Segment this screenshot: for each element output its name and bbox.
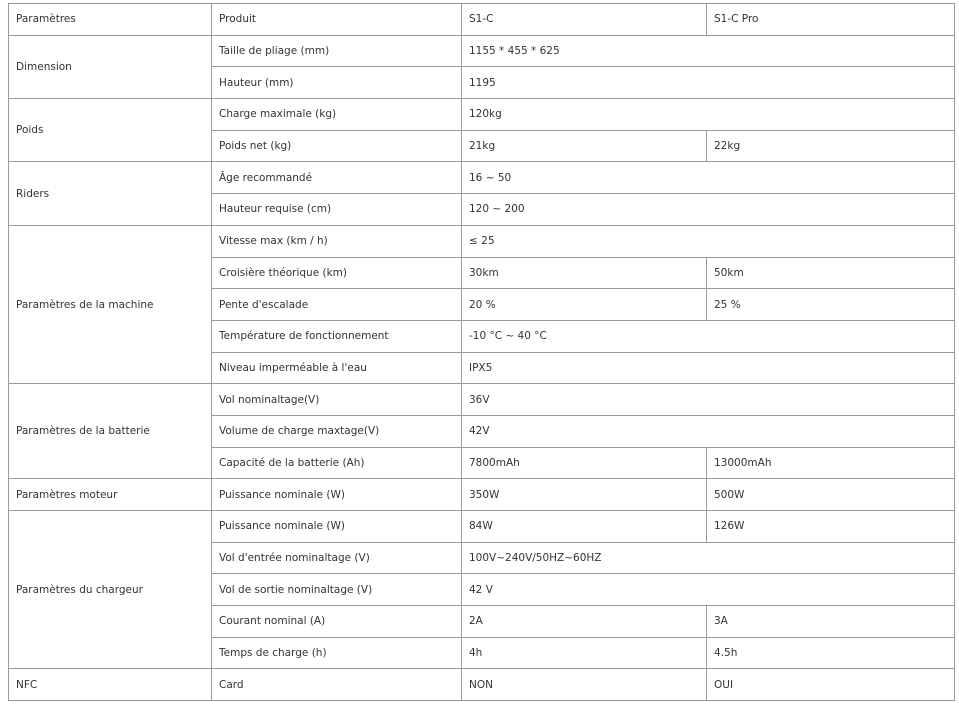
spec-label: Âge recommandé	[212, 162, 462, 194]
spec-label: Vitesse max (km / h)	[212, 225, 462, 257]
spec-value: 84W	[462, 511, 707, 543]
spec-label: Croisière théorique (km)	[212, 257, 462, 289]
spec-value: 2A	[462, 606, 707, 638]
spec-label: Taille de pliage (mm)	[212, 35, 462, 67]
spec-value-pro: 4.5h	[707, 637, 955, 669]
spec-value: 350W	[462, 479, 707, 511]
spec-label: Hauteur (mm)	[212, 67, 462, 99]
spec-value: 7800mAh	[462, 447, 707, 479]
spec-label: Charge maximale (kg)	[212, 99, 462, 131]
table-row	[9, 384, 955, 416]
spec-value-pro: 50km	[707, 257, 955, 289]
spec-label: Température de fonctionnement	[212, 320, 462, 352]
header-row	[9, 4, 955, 36]
spec-label: Vol de sortie nominaltage (V)	[212, 574, 462, 606]
spec-label: Niveau imperméable à l'eau	[212, 352, 462, 384]
spec-label: Vol d'entrée nominaltage (V)	[212, 542, 462, 574]
spec-value: NON	[462, 669, 707, 701]
spec-value: 1195	[462, 67, 955, 99]
spec-label: Vol nominaltage(V)	[212, 384, 462, 416]
spec-label: Pente d'escalade	[212, 289, 462, 321]
header-model-a: S1-C	[462, 4, 707, 36]
group-name: Paramètres moteur	[9, 479, 212, 511]
spec-value: 120 ~ 200	[462, 194, 955, 226]
header-model-b: S1-C Pro	[707, 4, 955, 36]
spec-value-pro: 3A	[707, 606, 955, 638]
spec-value: 1155 * 455 * 625	[462, 35, 955, 67]
group-name: Paramètres de la machine	[9, 225, 212, 383]
group-name: Dimension	[9, 35, 212, 98]
table-row	[9, 511, 955, 543]
spec-value-pro: 126W	[707, 511, 955, 543]
spec-value: -10 °C ~ 40 °C	[462, 320, 955, 352]
table-row	[9, 669, 955, 701]
table-row	[9, 99, 955, 131]
spec-label: Puissance nominale (W)	[212, 479, 462, 511]
spec-value-pro: 13000mAh	[707, 447, 955, 479]
table-row	[9, 479, 955, 511]
group-name: Paramètres du chargeur	[9, 511, 212, 669]
spec-value: ≤ 25	[462, 225, 955, 257]
header-product: Produit	[212, 4, 462, 36]
spec-label: Hauteur requise (cm)	[212, 194, 462, 226]
spec-label: Puissance nominale (W)	[212, 511, 462, 543]
spec-value-pro: 22kg	[707, 130, 955, 162]
group-name: NFC	[9, 669, 212, 701]
spec-value: 21kg	[462, 130, 707, 162]
spec-value: 16 ~ 50	[462, 162, 955, 194]
group-name: Riders	[9, 162, 212, 225]
spec-value: 30km	[462, 257, 707, 289]
spec-value: 120kg	[462, 99, 955, 131]
table-row	[9, 225, 955, 257]
spec-table	[8, 3, 955, 701]
table-row	[9, 162, 955, 194]
spec-label: Courant nominal (A)	[212, 606, 462, 638]
spec-label: Card	[212, 669, 462, 701]
spec-label: Volume de charge maxtage(V)	[212, 415, 462, 447]
spec-value: 4h	[462, 637, 707, 669]
spec-value: 100V~240V/50HZ~60HZ	[462, 542, 955, 574]
table-row	[9, 35, 955, 67]
spec-label: Capacité de la batterie (Ah)	[212, 447, 462, 479]
spec-value: 42 V	[462, 574, 955, 606]
group-name: Poids	[9, 99, 212, 162]
spec-label: Poids net (kg)	[212, 130, 462, 162]
spec-value: 36V	[462, 384, 955, 416]
spec-value-pro: 25 %	[707, 289, 955, 321]
spec-label: Temps de charge (h)	[212, 637, 462, 669]
spec-table-body	[9, 4, 955, 701]
spec-value: IPX5	[462, 352, 955, 384]
spec-value-pro: 500W	[707, 479, 955, 511]
spec-value: 42V	[462, 415, 955, 447]
header-category: Paramètres	[9, 4, 212, 36]
group-name: Paramètres de la batterie	[9, 384, 212, 479]
spec-value: 20 %	[462, 289, 707, 321]
spec-value-pro: OUI	[707, 669, 955, 701]
